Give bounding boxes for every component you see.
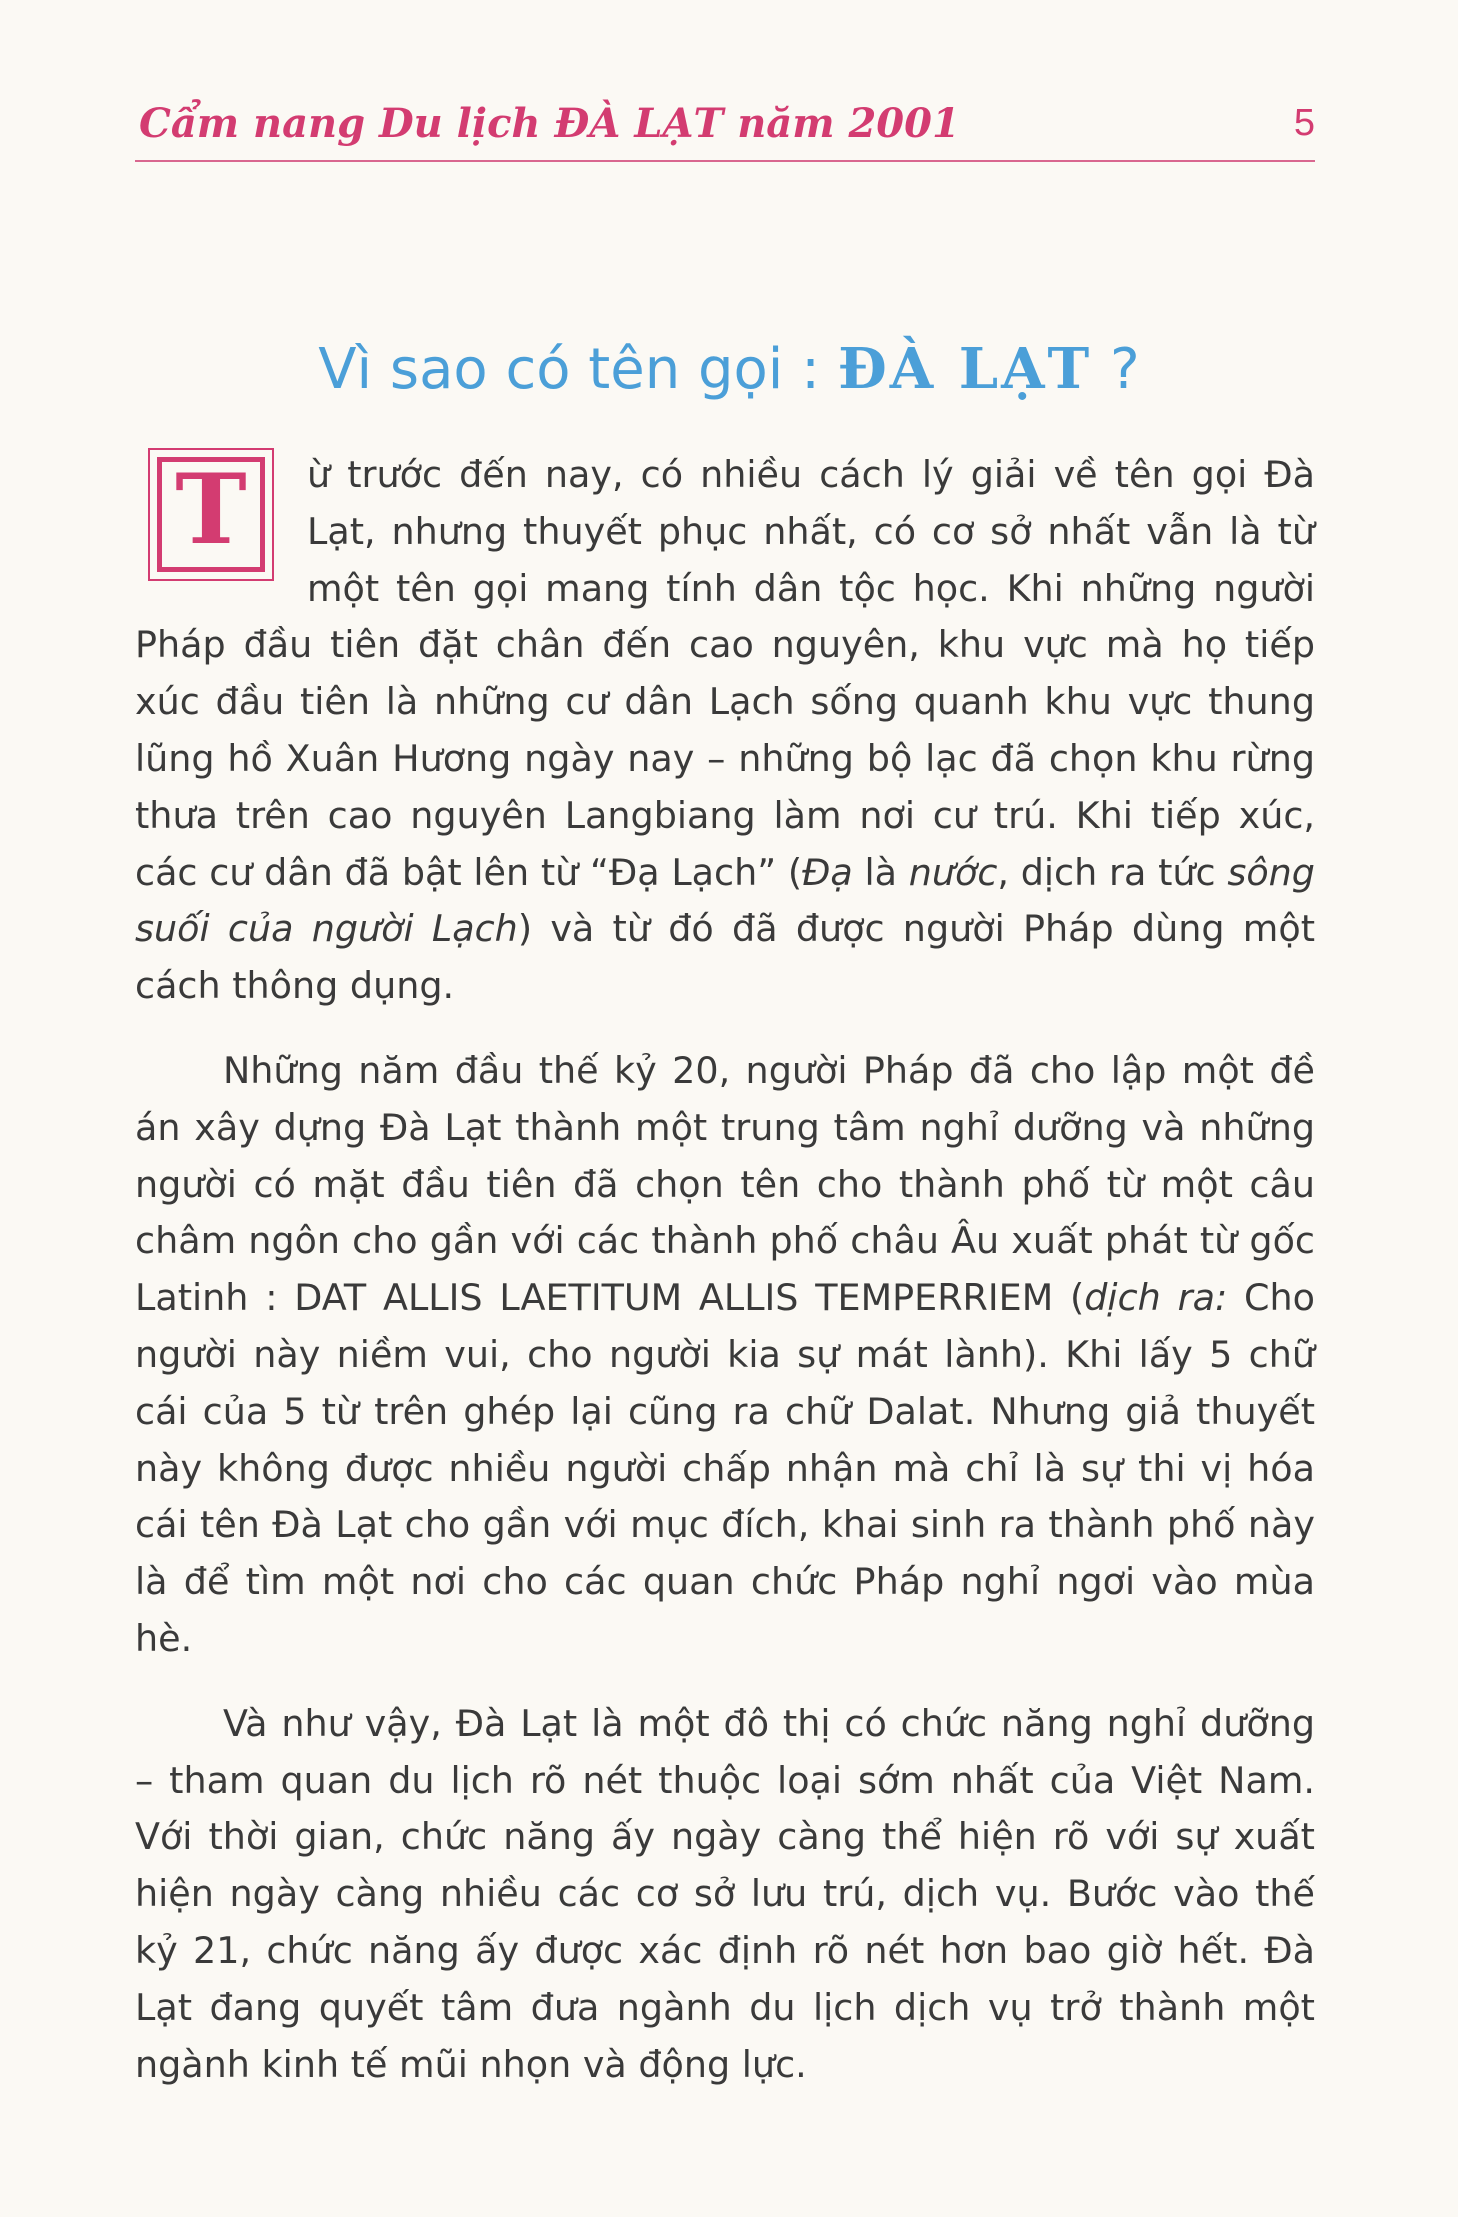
chapter-title-name: ĐÀ LẠT [837,335,1093,402]
paragraph-2-text: Những năm đầu thế kỷ 20, người Pháp đã cho lập một đề án xây dựng Đà Lạt thành một trung tâm nghỉ dưỡng và những người có mặt đầu tiên đã chọn tên cho thành phố từ một câu châm ngôn cho gần với các thành phố châu Âu xuất phát từ gốc Latinh : DAT ALLIS LAETITUM ALLIS TEMPERRIEM ( [135,1048,1315,1320]
paragraph-2-italic: dịch ra: [1084,1276,1228,1320]
paragraph-3-text: Và như vậy, Đà Lạt là một đô thị có chức năng nghỉ dưỡng – tham quan du lịch rõ nét thuộc loại sớm nhất của Việt Nam. Với thời gian, chức năng ấy ngày càng thể hiện rõ với sự xuất hiện ngày càng nhiều các cơ sở lưu trú, dịch vụ. Bước vào thế kỷ 21, chức năng ấy được xác định rõ nét hơn bao giờ hết. Đà Lạt đang quyết tâm đưa ngành du lịch dịch vụ trở thành một ngành kinh tế mũi nhọn và động lực. [135,1701,1315,2086]
paragraph-3 [135,1696,1315,2094]
chapter-title [0,336,1458,402]
page-number: 5 [1293,102,1315,144]
paragraph-1-text-4: ) và từ đó đã được người Pháp dùng một cách thông dụng. [135,907,1316,1008]
chapter-title-prefix: Vì sao có tên gọi : [318,336,838,402]
paragraph-1-italic-2: nước [908,850,998,894]
paragraph-1-text-3: , dịch ra tức [997,850,1228,894]
book-title: Cẩm nang Du lịch ĐÀ LẠT năm 2001 [139,100,960,147]
paragraph-1-text-2: là [852,850,909,894]
paragraph-1-italic-1: Đạ [802,850,853,894]
drop-cap-letter: T [175,453,247,566]
paragraph-1 [135,447,1315,1015]
chapter-title-suffix: ? [1092,336,1140,402]
paragraph-2-text-2: Cho người này niềm vui, cho người kia sự mát lành). Khi lấy 5 chữ cái của 5 từ trên ghép lại cũng ra chữ Dalat. Nhưng giả thuyết này không được nhiều người chấp nhận mà chỉ là sự thi vị hóa cái tên Đà Lạt cho gần với mục đích, khai sinh ra thành phố này là để tìm một nơi cho các quan chức Pháp nghỉ ngơi vào mùa hè. [135,1276,1315,1660]
paragraph-2 [135,1043,1315,1668]
paragraph-1-italic-3: sông suối của người Lạch [135,850,1315,951]
drop-cap-spacer [135,447,307,605]
paragraph-1-text: ừ trước đến nay, có nhiều cách lý giải về tên gọi Đà Lạt, nhưng thuyết phục nhất, có cơ sở nhất vẫn là từ một tên gọi mang tính dân tộc học. Khi những người Pháp đầu tiên đặt chân đến cao nguyên, khu vực mà họ tiếp xúc đầu tiên là những cư dân Lạch sống quanh khu vực thung lũng hồ Xuân Hương ngày nay – những bộ lạc đã chọn khu rừng thưa trên cao nguyên Langbiang làm nơi cư trú. Khi tiếp xúc, các cư dân đã bật lên từ “Đạ Lạch” ( [135,453,1315,894]
article-body [135,447,1315,2093]
running-header [135,100,1315,166]
header-divider [135,160,1315,162]
